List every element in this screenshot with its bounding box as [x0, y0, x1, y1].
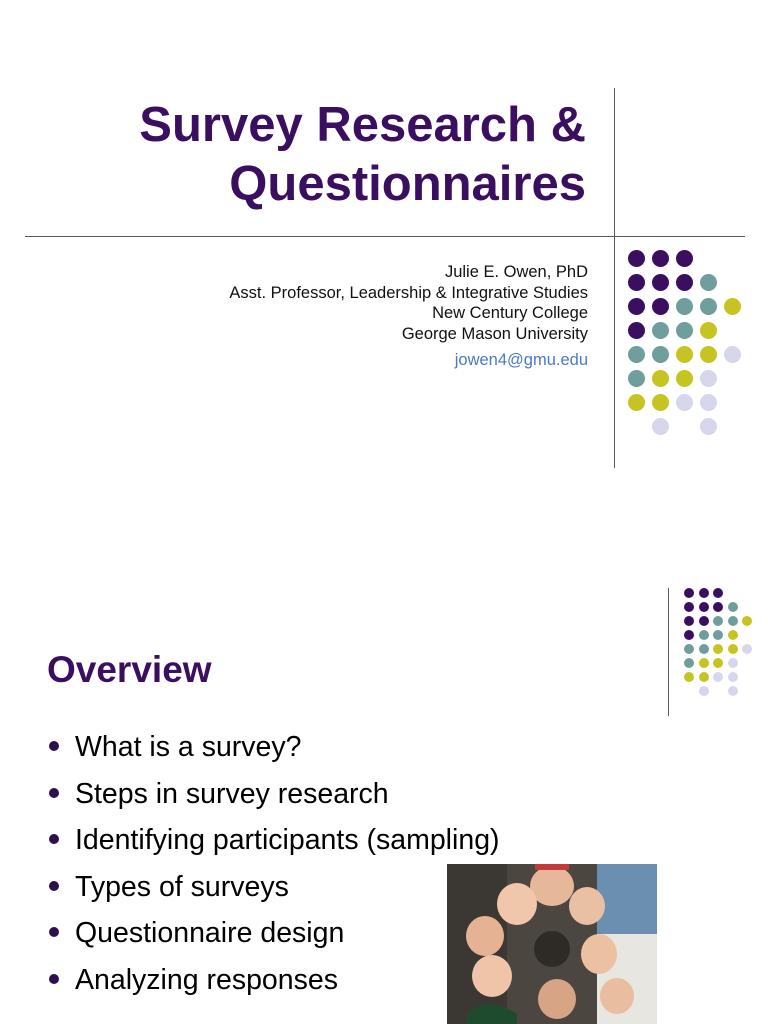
decorative-dot [652, 250, 669, 267]
decorative-dot [728, 686, 738, 696]
author-university: George Mason University [401, 324, 588, 343]
bullet-icon [49, 788, 59, 798]
decorative-dot [700, 346, 717, 363]
decorative-dot [652, 298, 669, 315]
decorative-dot [676, 394, 693, 411]
decorative-dot [713, 672, 723, 682]
decorative-dot [713, 644, 723, 654]
decorative-dot-grid-small [684, 588, 754, 698]
decorative-dot [684, 616, 694, 626]
decorative-dot [676, 250, 693, 267]
bullet-icon [49, 927, 59, 937]
slide-heading: Overview [47, 649, 212, 690]
decorative-dot [699, 686, 709, 696]
decorative-dot [684, 672, 694, 682]
decorative-dot [628, 250, 645, 267]
decorative-dot [724, 346, 741, 363]
decorative-dot [713, 630, 723, 640]
decorative-dot [699, 658, 709, 668]
decorative-dot [628, 394, 645, 411]
decorative-dot [728, 630, 738, 640]
decorative-dot [700, 394, 717, 411]
decorative-dot [628, 274, 645, 291]
list-item: Identifying participants (sampling) [46, 817, 500, 864]
author-email-link[interactable]: jowen4@gmu.edu [454, 351, 588, 369]
decorative-dot [700, 298, 717, 315]
bullet-icon [49, 834, 59, 844]
decorative-dot [652, 370, 669, 387]
author-name: Julie E. Owen, PhD [444, 263, 588, 281]
decorative-dot [713, 588, 723, 598]
decorative-dot [742, 616, 752, 626]
title-line-1: Survey Research & [139, 98, 586, 152]
list-item: Steps in survey research [46, 771, 500, 818]
decorative-dot [724, 298, 741, 315]
decorative-dot [684, 630, 694, 640]
decorative-dot [676, 322, 693, 339]
decorative-dot [628, 346, 645, 363]
decorative-dot [699, 644, 709, 654]
author-position: Asst. Professor, Leadership & Integrative Studies [229, 283, 588, 302]
list-item: Questionnaire design [46, 910, 500, 957]
decorative-dot [652, 274, 669, 291]
vertical-divider [614, 88, 615, 468]
decorative-dot [713, 658, 723, 668]
decorative-dot [699, 602, 709, 612]
decorative-dot [652, 418, 669, 435]
decorative-dot [728, 616, 738, 626]
decorative-dot [684, 602, 694, 612]
decorative-dot [684, 588, 694, 598]
decorative-dot [628, 322, 645, 339]
bullet-icon [49, 741, 59, 751]
decorative-dot [676, 370, 693, 387]
decorative-dot [728, 658, 738, 668]
group-photo-image [447, 864, 657, 1024]
decorative-dot [652, 322, 669, 339]
decorative-dot [652, 346, 669, 363]
decorative-dot [700, 322, 717, 339]
decorative-dot [700, 274, 717, 291]
decorative-dot [700, 370, 717, 387]
horizontal-divider [25, 236, 745, 237]
decorative-dot [652, 394, 669, 411]
decorative-dot [728, 644, 738, 654]
list-item: Types of surveys [46, 864, 500, 911]
decorative-dot [699, 672, 709, 682]
bullet-icon [49, 881, 59, 891]
decorative-dot [700, 418, 717, 435]
decorative-dot [676, 274, 693, 291]
decorative-dot [699, 630, 709, 640]
decorative-dot [742, 644, 752, 654]
decorative-dot [676, 298, 693, 315]
group-photo [447, 864, 657, 1024]
decorative-dot [684, 658, 694, 668]
decorative-dot [699, 616, 709, 626]
decorative-dot [728, 672, 738, 682]
decorative-dot [713, 616, 723, 626]
title-line-2: Questionnaires [229, 157, 586, 211]
decorative-dot [728, 602, 738, 612]
decorative-dot [676, 346, 693, 363]
decorative-dot [699, 588, 709, 598]
slide-title [26, 96, 586, 214]
list-item: What is a survey? [46, 724, 500, 771]
bullet-icon [49, 974, 59, 984]
author-block [68, 262, 588, 371]
author-college: New Century College [432, 304, 588, 322]
decorative-dot-grid [628, 250, 748, 440]
overview-slide [0, 520, 768, 1024]
decorative-dot [628, 298, 645, 315]
vertical-divider [668, 588, 669, 716]
decorative-dot [684, 644, 694, 654]
list-item: Analyzing responses [46, 957, 500, 1004]
bullet-list [46, 724, 500, 1003]
decorative-dot [628, 370, 645, 387]
decorative-dot [713, 602, 723, 612]
